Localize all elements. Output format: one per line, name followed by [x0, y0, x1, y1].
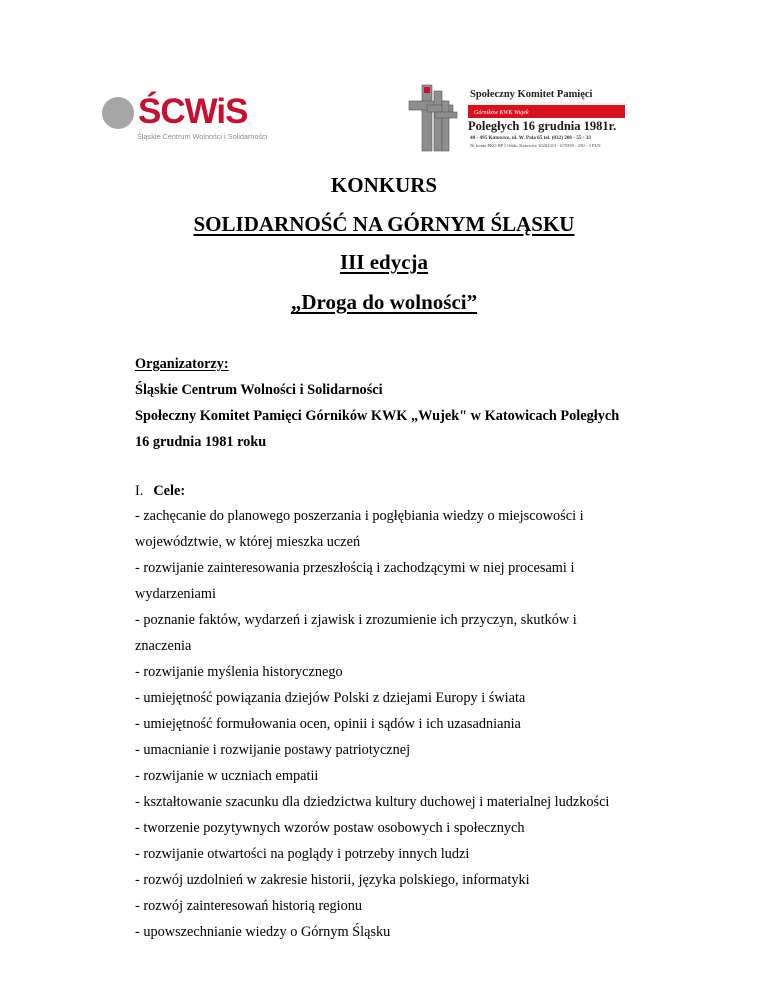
organizer-1: Śląskie Centrum Wolności i Solidarności	[135, 382, 383, 398]
list-item: - rozwijanie otwartości na poglądy i potrzeby innych ludzi	[135, 846, 470, 862]
heading-title: SOLIDARNOŚĆ NA GÓRNYM ŚLĄSKU	[193, 212, 575, 236]
list-item: - tworzenie pozytywnych wzorów postaw osobowych i społecznych	[135, 820, 525, 836]
list-item: znaczenia	[135, 638, 192, 654]
list-item: - rozwijanie myślenia historycznego	[135, 664, 343, 680]
organizers-label: Organizatorzy:	[135, 356, 229, 372]
list-item: - umacnianie i rozwijanie postawy patriotycznej	[135, 742, 411, 758]
komitet-logo	[404, 79, 631, 154]
organizer-2-continued: 16 grudnia 1981 roku	[135, 434, 267, 450]
list-item: - kształtowanie szacunku dla dziedzictwa kultury duchowej i materialnej ludzkości	[135, 794, 610, 810]
list-item: - umiejętność formułowania ocen, opinii i sądów i ich uzasadniania	[135, 716, 521, 732]
list-item: - upowszechnianie wiedzy o Górnym Śląsku	[135, 924, 391, 940]
section-title: Cele:	[153, 483, 186, 499]
komitet-bank: Nr konta PKO BP I Oddz. Katowice 10202313 - 670350 - 230 - 3 PLN	[470, 143, 601, 148]
logo-wordmark: ŚCWiS	[138, 92, 248, 131]
list-item: - rozwijanie zainteresowania przeszłością i zachodzącymi w niej procesami i	[135, 560, 575, 576]
komitet-address: 40 - 495 Katowice, ul. W. Pola 65 tel. (032) 206 - 55 - 33	[470, 135, 592, 141]
section-heading	[135, 482, 185, 500]
komitet-date: Poległych 16 grudnia 1981r.	[468, 119, 617, 133]
scwis-logo	[102, 92, 268, 141]
heading-konkurs: KONKURS	[330, 173, 438, 197]
heading-edition: III edycja	[339, 250, 429, 274]
section-number: I.	[135, 483, 144, 499]
list-item: województwie, w której mieszka uczeń	[135, 534, 361, 550]
logo-circle-icon	[102, 97, 134, 129]
komitet-title: Społeczny Komitet Pamięci	[470, 89, 593, 100]
list-item: wydarzeniami	[135, 586, 216, 602]
logo-subtitle: Śląskie Centrum Wolności i Solidarności	[137, 132, 268, 141]
list-item: - rozwój uzdolnień w zakresie historii, języka polskiego, informatyki	[135, 872, 530, 888]
organizer-2: Społeczny Komitet Pamięci Górników KWK „Wujek" w Katowicach Poległych	[135, 408, 620, 424]
heading-subtitle: „Droga do wolności”	[290, 290, 478, 314]
list-item: - rozwój zainteresowań historią regionu	[135, 898, 363, 914]
list-item: - umiejętność powiązania dziejów Polski z dziejami Europy i świata	[135, 690, 526, 706]
list-item: - rozwijanie w uczniach empatii	[135, 768, 319, 784]
list-item: - poznanie faktów, wydarzeń i zjawisk i zrozumienie ich przyczyn, skutków i	[135, 612, 577, 628]
list-item: - zachęcanie do planowego poszerzania i pogłębiania wiedzy o miejscowości i	[135, 508, 584, 524]
komitet-names: Górników KWK Wujek	[474, 110, 529, 116]
